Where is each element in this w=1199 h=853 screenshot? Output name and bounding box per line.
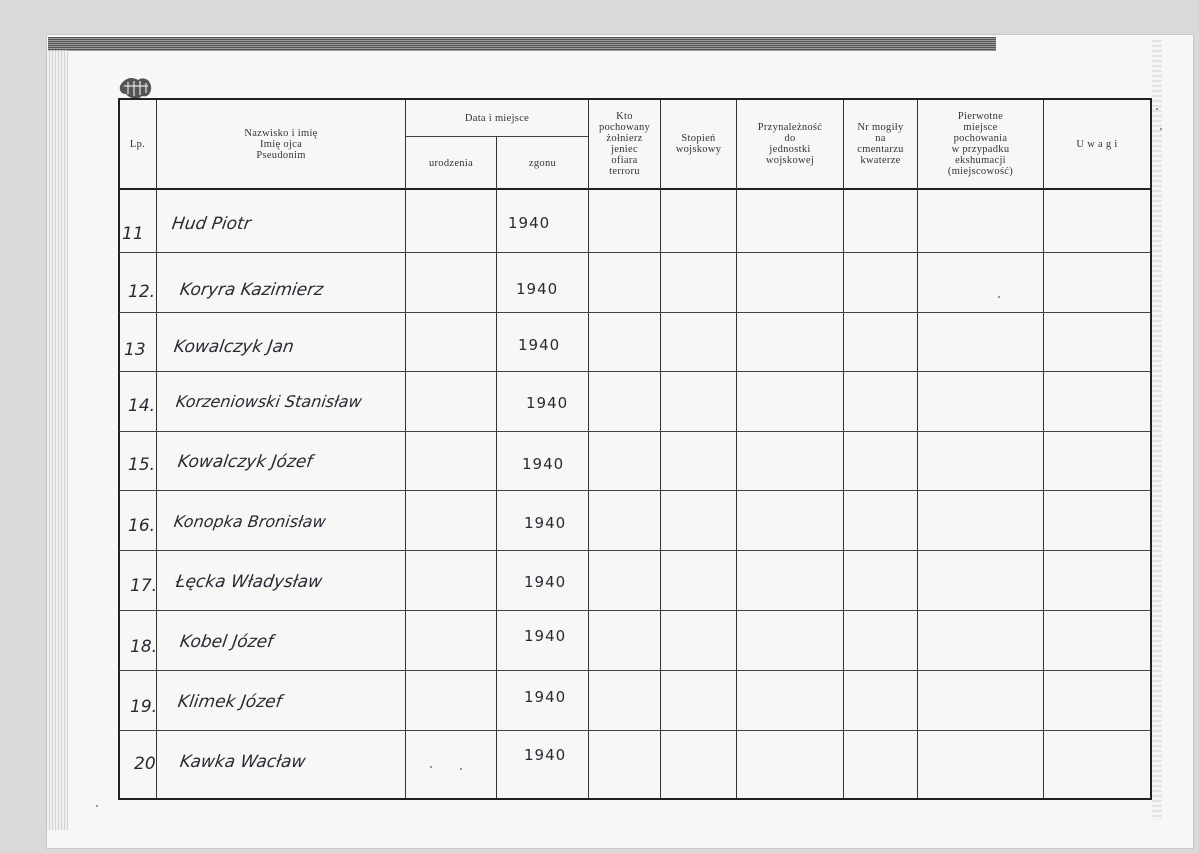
header-birth: urodzenia — [428, 157, 474, 169]
header-date-place: Data i miejsce — [464, 112, 530, 124]
row-lp: 12. — [128, 282, 156, 302]
row-lp: 14. — [128, 396, 156, 416]
row-lp: 15. — [128, 455, 156, 475]
stamp-mark-icon — [118, 74, 154, 100]
header-unit-line: do — [784, 133, 796, 144]
header-grave — [844, 100, 917, 188]
header-lp: Lp. — [129, 138, 146, 150]
row-death-year: 1940 — [522, 455, 565, 473]
col-divider — [496, 137, 497, 798]
header-original-line: ekshumacji — [955, 155, 1006, 166]
header-unit — [737, 100, 843, 188]
row-lp: 11 — [122, 224, 144, 244]
col-divider — [405, 100, 406, 798]
header-rank-line: Stopień — [681, 133, 716, 144]
row-lp: 18. — [130, 637, 158, 657]
row-name: Korzeniowski Stanisław — [174, 392, 364, 411]
col-divider — [843, 100, 844, 798]
header-rank — [661, 100, 736, 188]
scan-artifact-top — [48, 37, 996, 51]
header-notes: U w a g i — [1076, 138, 1118, 150]
header-unit-line: Przynależność — [757, 122, 823, 133]
col-divider — [156, 100, 157, 798]
speck — [430, 766, 432, 768]
col-divider — [917, 100, 918, 798]
speck — [1156, 108, 1158, 110]
scan-artifact-left — [46, 50, 68, 830]
scan-artifact-right — [1152, 40, 1162, 820]
row-death-year: 1940 — [524, 514, 567, 532]
col-divider — [1043, 100, 1044, 798]
row-lp: 17. — [130, 576, 158, 596]
header-original-place — [918, 100, 1043, 188]
header-grave-line: cmentarzu — [857, 144, 904, 155]
speck — [96, 805, 98, 807]
header-original-line: miejsce — [963, 122, 998, 133]
header-original-line: w przypadku — [951, 144, 1010, 155]
row-lp: 16. — [128, 516, 156, 536]
header-original-line: Pierwotne — [957, 111, 1004, 122]
header-unit-line: wojskowej — [765, 155, 815, 166]
row-death-year: 1940 — [524, 573, 567, 591]
header-name — [157, 100, 405, 188]
header-grave-line: kwaterze — [860, 155, 901, 166]
row-name: Łęcka Władysław — [174, 572, 324, 592]
row-divider — [119, 431, 1151, 432]
header-original-line: pochowania — [953, 133, 1008, 144]
speck — [998, 296, 1000, 298]
header-divider — [119, 188, 1151, 190]
header-buried-line: jeniec — [611, 144, 638, 155]
header-buried — [589, 100, 660, 188]
row-lp: 19. — [130, 697, 158, 717]
row-divider — [119, 312, 1151, 313]
header-buried-line: Kto — [616, 111, 633, 122]
header-unit-line: jednostki — [769, 144, 811, 155]
header-buried-line: terroru — [609, 166, 640, 177]
header-original-line: (miejscowość) — [947, 166, 1014, 177]
row-divider — [119, 670, 1151, 671]
header-rank-line: wojskowy — [675, 144, 722, 155]
row-name: Koryra Kazimierz — [178, 280, 325, 300]
row-divider — [119, 490, 1151, 491]
header-buried-line: pochowany — [598, 122, 651, 133]
row-death-year: 1940 — [518, 336, 561, 354]
row-name: Klimek Józef — [176, 692, 284, 712]
col-divider — [660, 100, 661, 798]
row-divider — [119, 550, 1151, 551]
row-divider — [119, 371, 1151, 372]
speck — [460, 768, 462, 770]
header-death: zgonu — [528, 157, 557, 169]
header-name-line: Imię ojca — [259, 138, 303, 150]
row-lp: 20 — [134, 754, 156, 774]
row-death-year: 1940 — [508, 214, 551, 232]
row-death-year: 1940 — [516, 280, 559, 298]
row-lp: 13 — [124, 340, 146, 360]
row-name: Konopka Bronisław — [172, 512, 328, 531]
row-divider — [119, 252, 1151, 253]
row-name: Kobel Józef — [178, 632, 275, 652]
row-name: Kawka Wacław — [178, 752, 307, 772]
header-buried-line: żołnierz — [606, 133, 643, 144]
col-divider — [736, 100, 737, 798]
header-name-line: Nazwisko i imię — [244, 127, 318, 139]
row-divider — [119, 730, 1151, 731]
header-grave-line: na — [875, 133, 886, 144]
row-name: Kowalczyk Józef — [176, 452, 314, 472]
row-death-year: 1940 — [524, 746, 567, 764]
row-name: Hud Piotr — [170, 214, 253, 234]
header-name-line: Pseudonim — [256, 149, 306, 161]
row-death-year: 1940 — [524, 627, 567, 645]
row-name: Kowalczyk Jan — [172, 337, 296, 357]
row-death-year: 1940 — [524, 688, 567, 706]
row-death-year: 1940 — [526, 394, 569, 412]
col-divider — [588, 100, 589, 798]
row-divider — [119, 610, 1151, 611]
header-buried-line: ofiara — [611, 155, 638, 166]
speck — [1160, 128, 1162, 130]
header-grave-line: Nr mogiły — [857, 122, 904, 133]
